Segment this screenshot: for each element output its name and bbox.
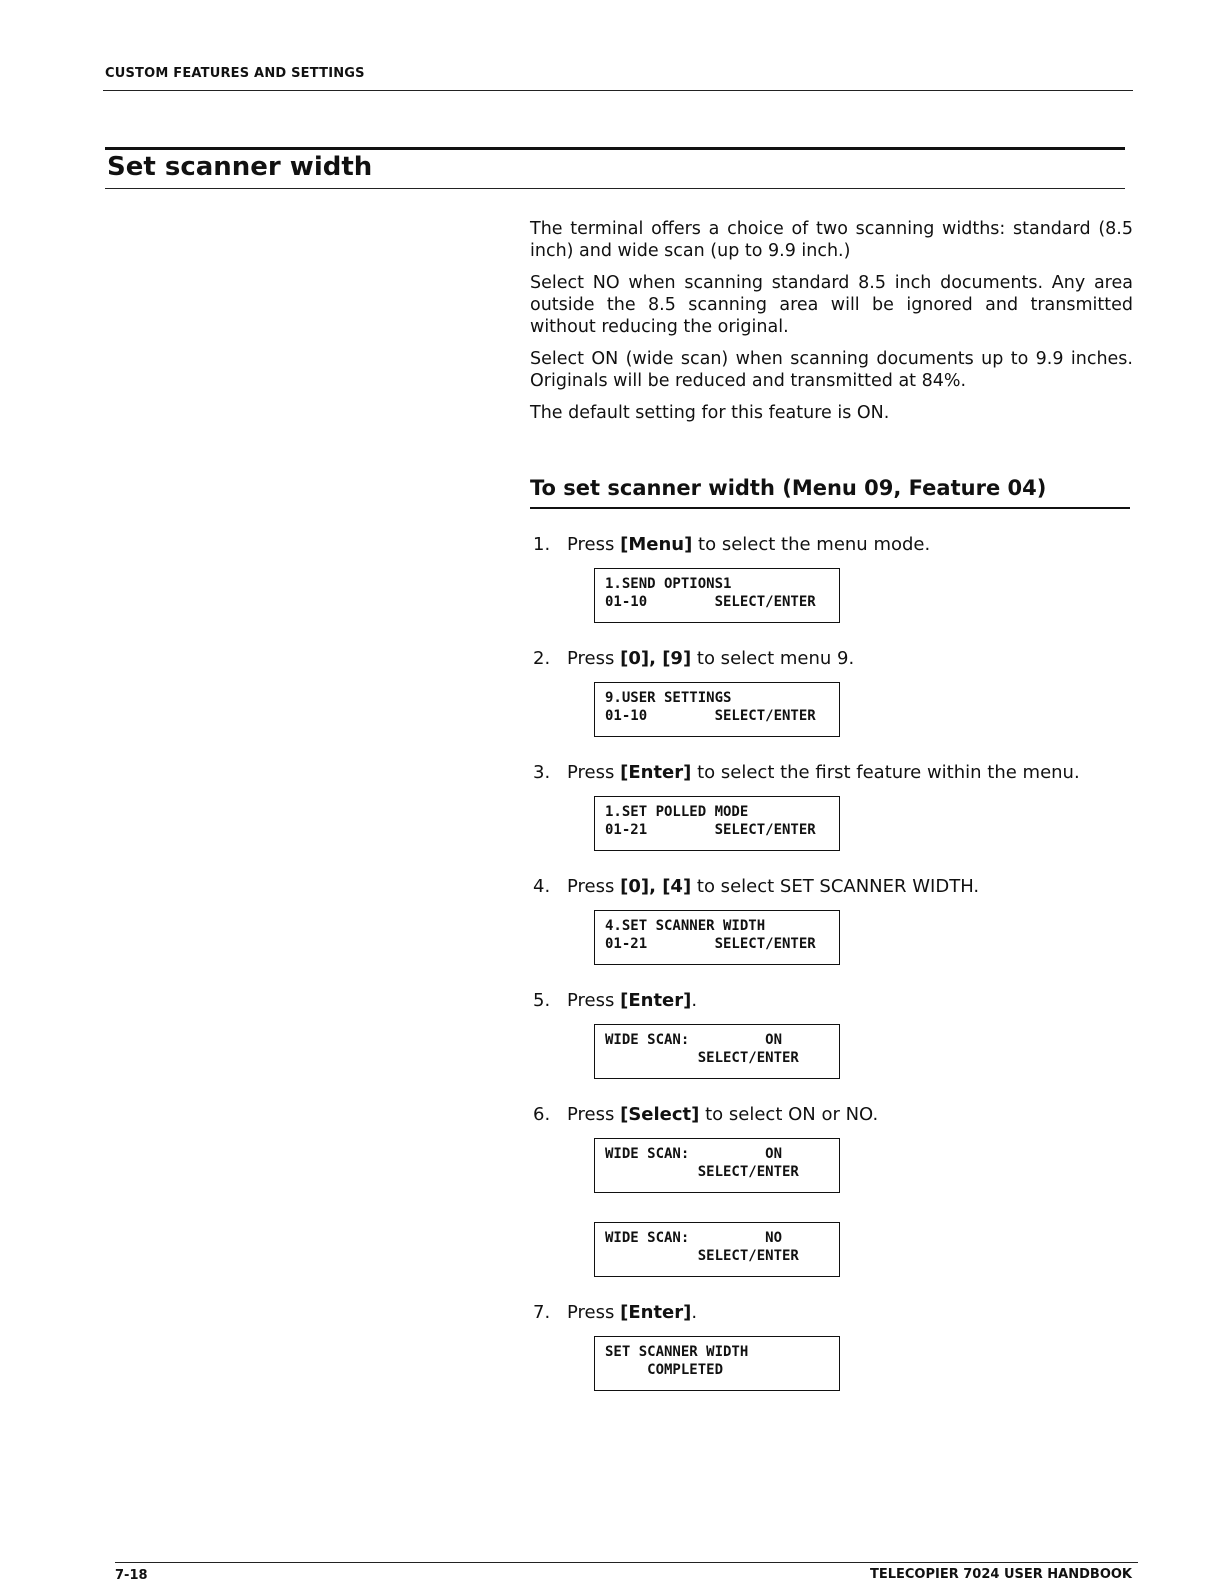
book-title: TELECOPIER 7024 USER HANDBOOK xyxy=(869,1567,1132,1582)
lcd-display: 1.SEND OPTIONS1 01-10 SELECT/ENTER xyxy=(594,568,840,623)
procedure-rule xyxy=(530,507,1130,509)
step-text: to select ON or NO. xyxy=(699,1104,879,1125)
paragraph: The terminal offers a choice of two scanning widths: standard (8.5 inch) and wide scan (up to 9.9 inch.) xyxy=(530,219,1133,261)
header-rule xyxy=(103,90,1133,91)
step-3 xyxy=(533,762,1133,784)
paragraph: Select NO when scanning standard 8.5 inch documents. Any area outside the 8.5 scanning area will be ignored and transmitted without reducing the original. xyxy=(530,273,1133,337)
paragraph: The default setting for this feature is ON. xyxy=(530,403,890,423)
intro-text xyxy=(530,218,1133,434)
lcd-display: 4.SET SCANNER WIDTH 01-21 SELECT/ENTER xyxy=(594,910,840,965)
step-key: [Enter] xyxy=(620,990,692,1011)
step-text: Press xyxy=(567,534,621,555)
step-key: [0], [9] xyxy=(620,648,692,669)
footer-rule xyxy=(115,1562,1138,1563)
step-text: to select menu 9. xyxy=(691,648,855,669)
step-text: . xyxy=(691,990,698,1011)
step-text: Press xyxy=(567,762,621,783)
step-number: 3. xyxy=(533,762,551,783)
step-2 xyxy=(533,648,1133,670)
steps-list xyxy=(533,534,1133,1416)
step-key: [Menu] xyxy=(620,534,693,555)
step-6 xyxy=(533,1104,1133,1126)
step-text: to select SET SCANNER WIDTH. xyxy=(691,876,980,897)
page-number: 7-18 xyxy=(115,1568,148,1583)
step-number: 1. xyxy=(533,534,551,555)
lcd-display: 1.SET POLLED MODE 01-21 SELECT/ENTER xyxy=(594,796,840,851)
step-key: [Enter] xyxy=(620,1302,692,1323)
step-text: to select the menu mode. xyxy=(692,534,931,555)
step-4 xyxy=(533,876,1133,898)
step-number: 5. xyxy=(533,990,551,1011)
step-7 xyxy=(533,1302,1133,1324)
step-number: 7. xyxy=(533,1302,551,1323)
step-text: Press xyxy=(567,1302,621,1323)
paragraph: Select ON (wide scan) when scanning documents up to 9.9 inches. Originals will be reduced and transmitted at 84%. xyxy=(530,349,1133,391)
step-key: [Select] xyxy=(620,1104,700,1125)
lcd-display: SET SCANNER WIDTH COMPLETED xyxy=(594,1336,840,1391)
step-text: Press xyxy=(567,990,621,1011)
lcd-display: WIDE SCAN: NO SELECT/ENTER xyxy=(594,1222,840,1277)
step-key: [Enter] xyxy=(620,762,692,783)
step-number: 6. xyxy=(533,1104,551,1125)
step-1 xyxy=(533,534,1133,556)
step-text: Press xyxy=(567,1104,621,1125)
lcd-display: WIDE SCAN: ON SELECT/ENTER xyxy=(594,1138,840,1193)
step-number: 4. xyxy=(533,876,551,897)
title-rule-top xyxy=(105,147,1125,150)
step-number: 2. xyxy=(533,648,551,669)
lcd-display: 9.USER SETTINGS 01-10 SELECT/ENTER xyxy=(594,682,840,737)
running-header: CUSTOM FEATURES AND SETTINGS xyxy=(105,66,365,81)
step-key: [0], [4] xyxy=(620,876,692,897)
step-text: . xyxy=(691,1302,698,1323)
step-text: Press xyxy=(567,876,621,897)
step-5 xyxy=(533,990,1133,1012)
step-text: Press xyxy=(567,648,621,669)
page-title: Set scanner width xyxy=(107,152,373,182)
procedure-heading: To set scanner width (Menu 09, Feature 04) xyxy=(530,476,1047,500)
lcd-display: WIDE SCAN: ON SELECT/ENTER xyxy=(594,1024,840,1079)
title-rule-bottom xyxy=(105,188,1125,189)
step-text: to select the first feature within the menu. xyxy=(691,762,1080,783)
